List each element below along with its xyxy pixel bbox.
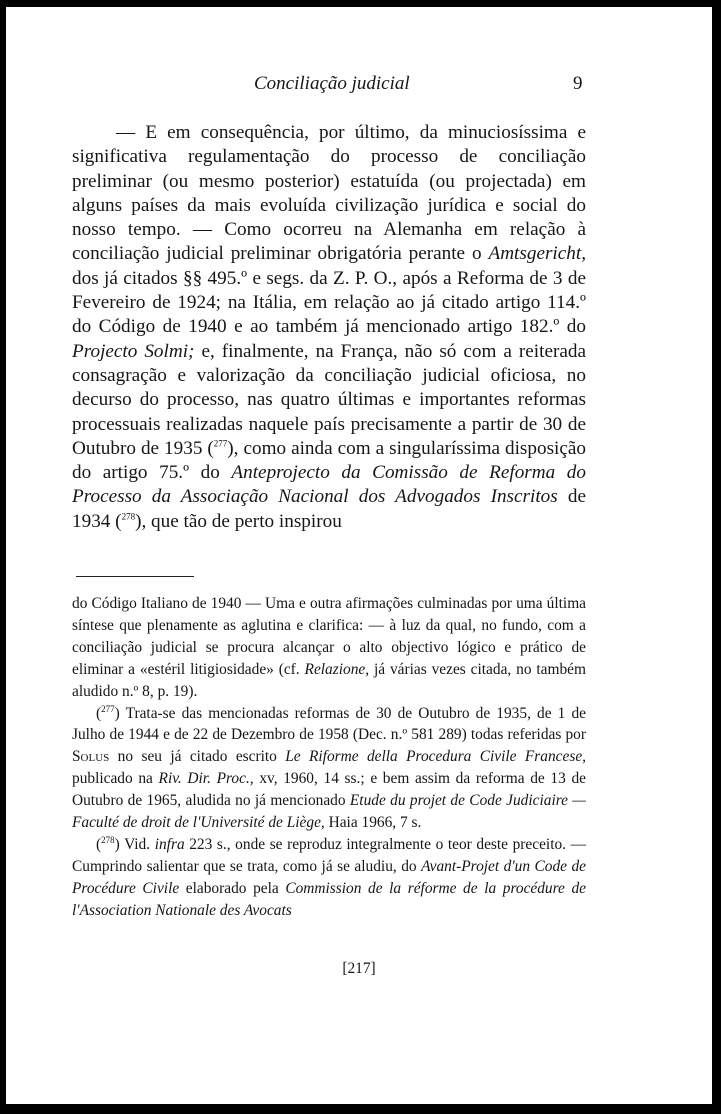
main-paragraph [72, 121, 586, 534]
running-title: Conciliação judicial [254, 73, 410, 94]
footnote-ref-277[interactable]: 277 [213, 438, 228, 449]
author-name: Solus [72, 748, 110, 766]
footnote-number: 277 [101, 703, 115, 714]
text-run: ), que tão de perto inspirou [135, 510, 342, 532]
text-run: dos já citados §§ 495.º e segs. da Z. P. O., após a Reforma de 3 de Fevereiro de 1924; na Itália, em relação ao já citado artigo 114.º do Código de 1940 e ao também já mencionado artigo 182.º do [72, 267, 586, 338]
footnote-separator [76, 576, 194, 577]
text-run: e, finalmente, na França, não só com a reiterada consagração e valorização da conciliação judicial oficiosa, no decurso do processo, nas quatro últimas e importantes reformas processuais realizadas naquele país precisamente a partir de 30 de Outubro de 1935 ( [72, 340, 587, 459]
footnote-277: ($^{277}$) Trata-se das mencionadas reformas de 30 de Outubro de 1935, de 1 de Julho de 1944 e de 22 de Dezembro de 1958 (Dec. n.º 581 289) todas referidas por Solus no seu já citado escrito Le Riforme della Procedura Civile Francese, publicado na Riv. Dir. Proc., xv, 1960, 14 ss.; e bem assim da reforma de 13 de Outubro de 1965, aludida no já mencionado Etude du projet de Code Judiciaire — Faculté de droit de l'Université de Liège, Haia 1966, 7 s. [72, 703, 587, 832]
italic-term: Amtsgericht, [488, 243, 586, 265]
text-run: ), como ainda com a singularíssima disposição do artigo 75.º do [72, 437, 586, 484]
footnotes [72, 593, 586, 922]
document-page [6, 7, 712, 1104]
italic-title: Anteprojecto da Comissão de Reforma do Processo da Associação Nacional dos Advogados Inscritos [72, 462, 586, 508]
main-text [72, 121, 586, 534]
footnote-ref-278[interactable]: 278 [121, 511, 136, 522]
page-reference: [217] [342, 960, 376, 977]
text-run: de 1934 ( [72, 486, 586, 532]
footnote-number: 278 [101, 834, 115, 845]
footnote-continuation: do Código Italiano de 1940 — Uma e outra afirmações culminadas por uma última síntese que plenamente as aglutina e clarifica: — à luz da qual, no fundo, com a conciliação judicial se procura alcançar o alto objectivo lógico e prático de eliminar a «estéril litigiosidade» (cf. Relazione, já várias vezes citada, no também aludido n.º 8, p. 19). [72, 595, 586, 700]
running-header [6, 73, 712, 103]
page-number: 9 [573, 73, 583, 94]
footnote-278: ($^{278}$) Vid. infra 223 s., onde se reproduz integralmente o teor deste preceito. — Cumprindo salientar que se trata, como já se aludiu, do Avant-Projet d'un Code de Procédure Civile elaborado pela Commission de la réforme de la procédure de l'Association Nationale des Avocats [72, 834, 587, 919]
italic-term: Projecto Solmi; [72, 340, 195, 362]
text-run: — E em consequência, por último, da minuciosíssima e significativa regulamentação do processo de conciliação preliminar (ou mesmo posterior) estatuída (ou projectada) em alguns países da mais evoluída civilização jurídica e social do nosso tempo. — Como ocorreu na Alemanha em relação à conciliação judicial preliminar obrigatória perante o [72, 122, 586, 265]
